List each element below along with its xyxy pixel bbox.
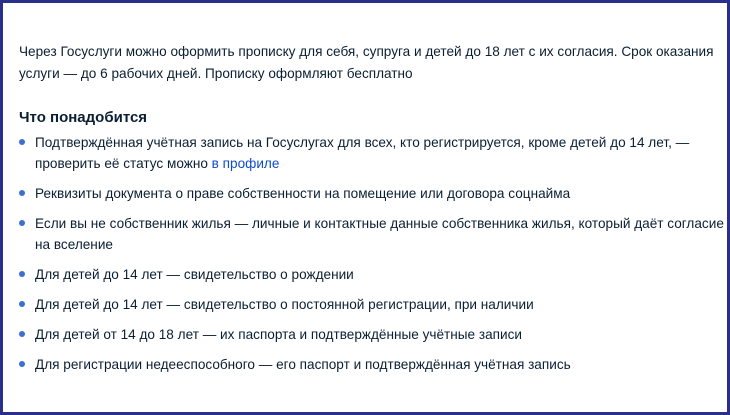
list-item bbox=[19, 264, 725, 285]
bullet-dot-icon bbox=[19, 190, 25, 196]
list-item-text: Для регистрации недееспособного — его паспорт и подтверждённая учётная запись bbox=[35, 357, 571, 372]
list-item bbox=[19, 324, 725, 345]
list-item bbox=[19, 213, 725, 255]
bullet-dot-icon bbox=[19, 361, 25, 367]
bullet-dot-icon bbox=[19, 271, 25, 277]
list-item bbox=[19, 132, 725, 174]
list-item-text: Подтверждённая учётная запись на Госуслугах для всех, кто регистрируется, кроме детей до 14 лет, — проверить её статус можно bbox=[35, 135, 690, 171]
intro-paragraph: Через Госуслуги можно оформить прописку для себя, супруга и детей до 18 лет с их согласия. Срок оказания услуги — до 6 рабочих дней. Прописку оформляют бесплатно bbox=[19, 44, 714, 81]
list-item-text: Для детей до 14 лет — свидетельство о постоянной регистрации, при наличии bbox=[35, 297, 534, 312]
list-item-text: Реквизиты документа о праве собственности на помещение или договора соцнайма bbox=[35, 186, 571, 201]
list-item bbox=[19, 294, 725, 315]
requirements-list bbox=[19, 132, 725, 375]
bullet-dot-icon bbox=[19, 301, 25, 307]
section-title: Что понадобится bbox=[19, 109, 148, 126]
list-item-text: Для детей от 14 до 18 лет — их паспорта и подтверждённые учётные записи bbox=[35, 327, 523, 342]
service-description bbox=[19, 41, 725, 384]
list-item-text: Если вы не собственник жилья — личные и контактные данные собственника жилья, который даёт согласие на вселение bbox=[35, 216, 724, 252]
list-item bbox=[19, 183, 725, 204]
list-item-text: Для детей до 14 лет — свидетельство о рождении bbox=[35, 267, 354, 282]
profile-link[interactable]: в профиле bbox=[211, 156, 280, 171]
bullet-dot-icon bbox=[19, 139, 25, 145]
bullet-dot-icon bbox=[19, 331, 25, 337]
list-item bbox=[19, 354, 725, 375]
bullet-dot-icon bbox=[19, 220, 25, 226]
